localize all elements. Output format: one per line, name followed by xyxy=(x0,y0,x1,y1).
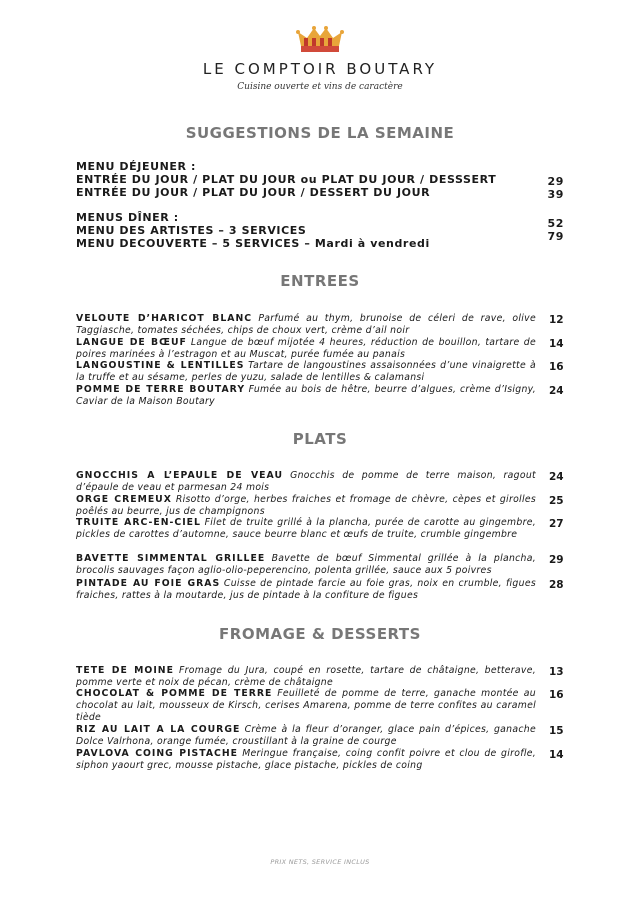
menu-item xyxy=(76,578,536,602)
dish-description: Meringue française, coing confit poivre et clou de girofle, siphon yaourt grec, mousse pistache, glace pistache, pickles de coing xyxy=(76,748,536,771)
menu-dejeuner-option-2: ENTRÉE DU JOUR / PLAT DU JOUR / DESSERT DU JOUR xyxy=(76,186,431,199)
menu-item xyxy=(76,470,536,494)
dish-description: Tartare de langoustines assaisonnées d’une vinaigrette à la truffe et au sésame, perles de yuzu, salade de lentilles & calamansi xyxy=(76,360,536,383)
menu-diner-price-2: 79 xyxy=(547,230,564,243)
menu-dejeuner-price-2: 39 xyxy=(547,188,564,201)
dish-name: TETE DE MOINE xyxy=(76,665,174,676)
dish-description: Bavette de bœuf Simmental grillée à la plancha, brocolis sauvages façon aglio-olio-peperencino, polenta grillée, sauce aux 5 poivres xyxy=(76,553,536,576)
dish-description: Feuilleté de pomme de terre, ganache montée au chocolat au lait, mousseux de Kirsch, cerises Amarena, pomme de terre confites au caramel tiède xyxy=(76,688,536,723)
dish-name: VELOUTE D’HARICOT BLANC xyxy=(76,313,253,324)
dish-description: Filet de truite grillé à la plancha, purée de carotte au gingembre, pickles de carottes d’automne, sauce beurre blanc et œufs de truite, crumble gingembre xyxy=(76,517,536,540)
dish-name: BAVETTE SIMMENTAL GRILLEE xyxy=(76,553,266,564)
dish-price: 24 xyxy=(549,385,564,397)
dish-price: 16 xyxy=(549,689,564,701)
dish-description: Fromage du Jura, coupé en rosette, tartare de châtaigne, betterave, pomme verte et noix de pécan, crème de châtaigne xyxy=(76,665,536,688)
menu-dejeuner-price-1: 29 xyxy=(547,175,564,188)
dish-name: PAVLOVA COING PISTACHE xyxy=(76,748,239,759)
dish-name: PINTADE AU FOIE GRAS xyxy=(76,578,221,589)
menu-diner xyxy=(76,211,564,250)
menu-dejeuner-line xyxy=(76,173,564,186)
dish-description: Langue de bœuf mijotée 4 heures, réduction de bouillon, tartare de poires marinées à l’estragon et au Muscat, purée fumée au panais xyxy=(76,337,536,360)
plats-title: PLATS xyxy=(292,430,348,448)
desserts-title: FROMAGE & DESSERTS xyxy=(219,625,421,643)
menu-item xyxy=(76,494,536,518)
menu-item xyxy=(76,360,536,384)
dish-description: Cuisse de pintade farcie au foie gras, noix en crumble, figues fraiches, rattes à la moutarde, jus de pintade à la confiture de figues xyxy=(76,578,536,601)
crown-icon xyxy=(294,24,346,54)
menu-item xyxy=(76,724,536,748)
dish-name: ORGE CREMEUX xyxy=(76,494,172,505)
dish-price: 15 xyxy=(549,725,564,737)
dish-price: 13 xyxy=(549,666,564,678)
menu-item xyxy=(76,553,536,577)
dish-description: Parfumé au thym, brunoise de céleri de rave, olive Taggiasche, tomates séchées, chips de choux vert, crème d’ail noir xyxy=(76,313,536,336)
dish-price: 29 xyxy=(549,554,564,566)
dish-price: 25 xyxy=(549,495,564,507)
dish-price: 14 xyxy=(549,338,564,350)
dish-price: 24 xyxy=(549,471,564,483)
entrees-title: ENTREES xyxy=(280,272,360,290)
footer-note: PRIX NETS, SERVICE INCLUS xyxy=(270,858,370,866)
dish-price: 28 xyxy=(549,579,564,591)
menu-item xyxy=(76,337,536,361)
menu-item xyxy=(76,384,536,408)
dish-price: 12 xyxy=(549,314,564,326)
dish-description: Fumée au bois de hêtre, beurre d’algues, crème d’Isigny, Caviar de la Maison Boutary xyxy=(76,384,536,407)
menu-item xyxy=(76,665,536,689)
dish-name: CHOCOLAT & POMME DE TERRE xyxy=(76,688,273,699)
dish-name: TRUITE ARC-EN-CIEL xyxy=(76,517,201,528)
dish-name: LANGUE DE BŒUF xyxy=(76,337,187,348)
menu-dejeuner-heading: MENU DÉJEUNER : xyxy=(76,160,197,173)
header xyxy=(0,24,640,92)
menu-item xyxy=(76,748,536,772)
dish-name: POMME DE TERRE BOUTARY xyxy=(76,384,246,395)
dish-price: 14 xyxy=(549,749,564,761)
dish-name: GNOCCHIS A L’EPAULE DE VEAU xyxy=(76,470,283,481)
menu-item xyxy=(76,517,536,541)
menu-diner-heading: MENUS DÎNER : xyxy=(76,211,179,224)
brand-name: LE COMPTOIR BOUTARY xyxy=(202,60,438,78)
menu-dejeuner xyxy=(76,160,564,199)
dish-description: Crème à la fleur d’oranger, glace pain d’épices, ganache Dolce Valrhona, orange fumée, croustillant à la graine de courge xyxy=(76,724,536,747)
suggestions-title: SUGGESTIONS DE LA SEMAINE xyxy=(185,124,455,142)
dish-price: 27 xyxy=(549,518,564,530)
menu-diner-price-1: 52 xyxy=(547,217,564,230)
menu-dejeuner-line xyxy=(76,186,564,199)
menu-item xyxy=(76,688,536,724)
menu-diner-option-1: MENU DES ARTISTES – 3 SERVICES xyxy=(76,224,307,237)
tagline: Cuisine ouverte et vins de caractère xyxy=(237,82,403,92)
menu-item xyxy=(76,313,536,337)
dish-price: 16 xyxy=(549,361,564,373)
dish-name: LANGOUSTINE & LENTILLES xyxy=(76,360,245,371)
dish-description: Gnocchis de pomme de terre maison, ragout d’épaule de veau et parmesan 24 mois xyxy=(76,470,536,493)
dish-description: Risotto d’orge, herbes fraiches et fromage de chèvre, cèpes et girolles poêlés au beurre, jus de champignons xyxy=(76,494,536,517)
dish-name: RIZ AU LAIT A LA COURGE xyxy=(76,724,241,735)
menu-dejeuner-option-1: ENTRÉE DU JOUR / PLAT DU JOUR ou PLAT DU JOUR / DESSSERT xyxy=(76,173,497,186)
menu-diner-option-2: MENU DECOUVERTE – 5 SERVICES – Mardi à vendredi xyxy=(76,237,430,250)
